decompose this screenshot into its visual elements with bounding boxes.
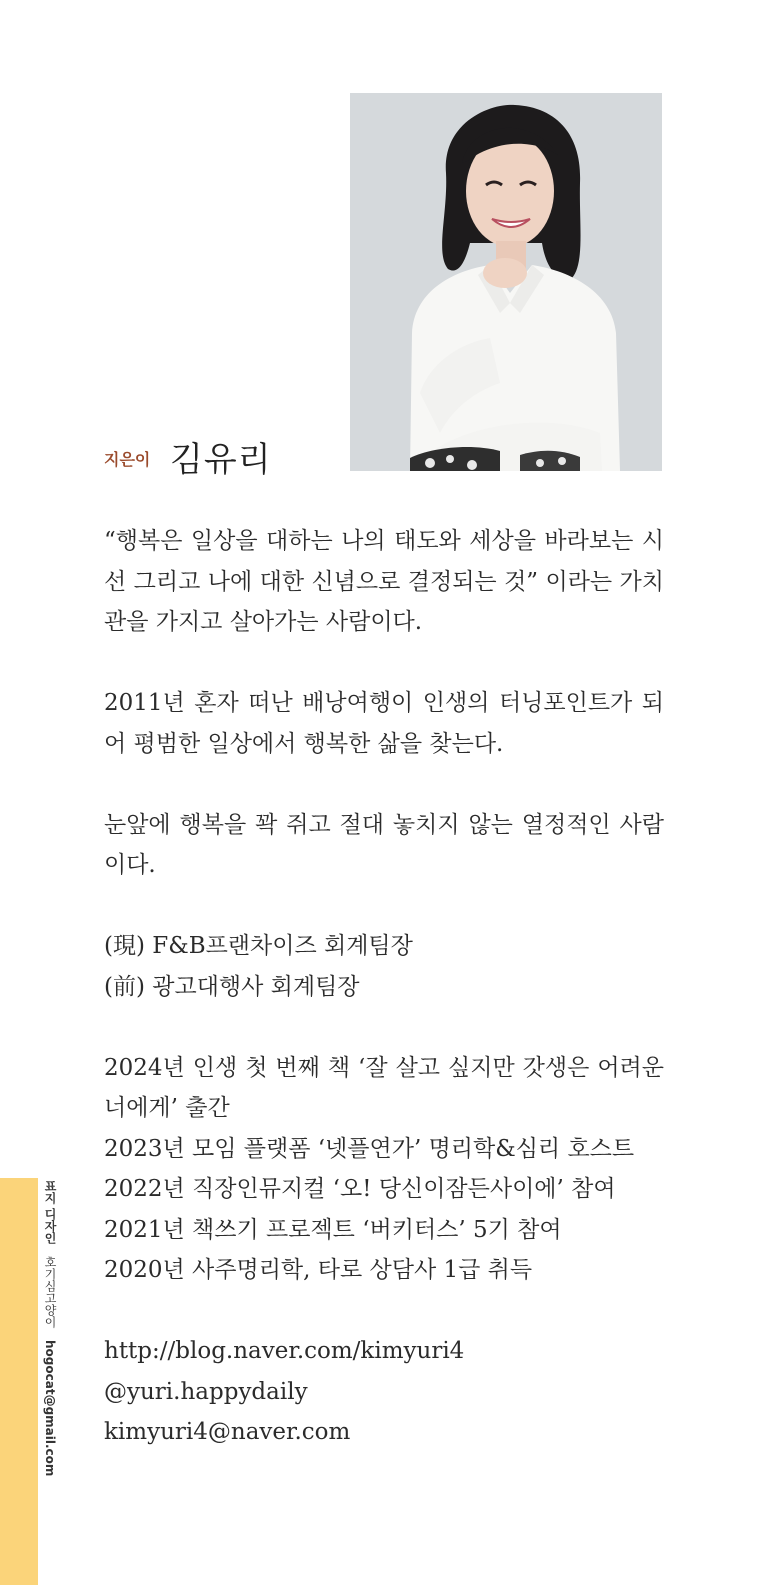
position-item: (現) F&B프랜차이즈 회계팀장 bbox=[104, 933, 413, 959]
author-photo bbox=[350, 93, 662, 471]
paragraph-gap bbox=[104, 886, 664, 927]
email-address[interactable]: kimyuri4@naver.com bbox=[104, 1419, 351, 1445]
history-item: 2021년 책쓰기 프로젝트 ‘버키터스’ 5기 참여 bbox=[104, 1216, 562, 1243]
history-item: 2020년 사주명리학, 타로 상담사 1급 취득 bbox=[104, 1257, 533, 1283]
credit-email: hogocat@gmail.com bbox=[43, 1339, 57, 1477]
author-name: 김유리 bbox=[170, 440, 272, 480]
history-item: 2023년 모임 플랫폼 ‘넷플연가’ 명리학&심리 호스트 bbox=[104, 1135, 635, 1162]
blog-link[interactable]: http://blog.naver.com/kimyuri4 bbox=[104, 1338, 465, 1364]
credit-label: 표지 디자인 bbox=[43, 1180, 57, 1245]
history-item: 2024년 인생 첫 번째 책 ‘잘 살고 싶지만 갓생은 어려운 너에게’ 출간 bbox=[104, 1054, 664, 1121]
author-label: 지은이 bbox=[104, 450, 151, 469]
paragraph-gap bbox=[104, 1291, 664, 1332]
bio-paragraph: 눈앞에 행복을 꽉 쥐고 절대 놓치지 않는 열정적인 사람이다. bbox=[104, 811, 664, 878]
side-accent-bar bbox=[0, 1178, 38, 1585]
credit-name: 호기심고양이 bbox=[43, 1256, 57, 1329]
author-bio bbox=[104, 521, 664, 1453]
history-item: 2022년 직장인뮤지컬 ‘오! 당신이잠든사이에’ 참여 bbox=[104, 1176, 616, 1202]
instagram-handle: @yuri.happydaily bbox=[104, 1378, 308, 1405]
bio-paragraph: “행복은 일상을 대하는 나의 태도와 세상을 바라보는 시선 그리고 나에 대한 신념으로 결정되는 것” 이라는 가치관을 가지고 살아가는 사람이다. bbox=[104, 528, 664, 635]
paragraph-gap bbox=[104, 764, 664, 805]
paragraph-gap bbox=[104, 1007, 664, 1048]
cover-design-credit bbox=[40, 1180, 60, 1480]
bio-paragraph: 2011년 혼자 떠난 배낭여행이 인생의 터닝포인트가 되어 평범한 일상에서 행복한 삶을 찾는다. bbox=[104, 690, 664, 757]
position-item: (前) 광고대행사 회계팀장 bbox=[104, 973, 360, 1000]
paragraph-gap bbox=[104, 643, 664, 684]
